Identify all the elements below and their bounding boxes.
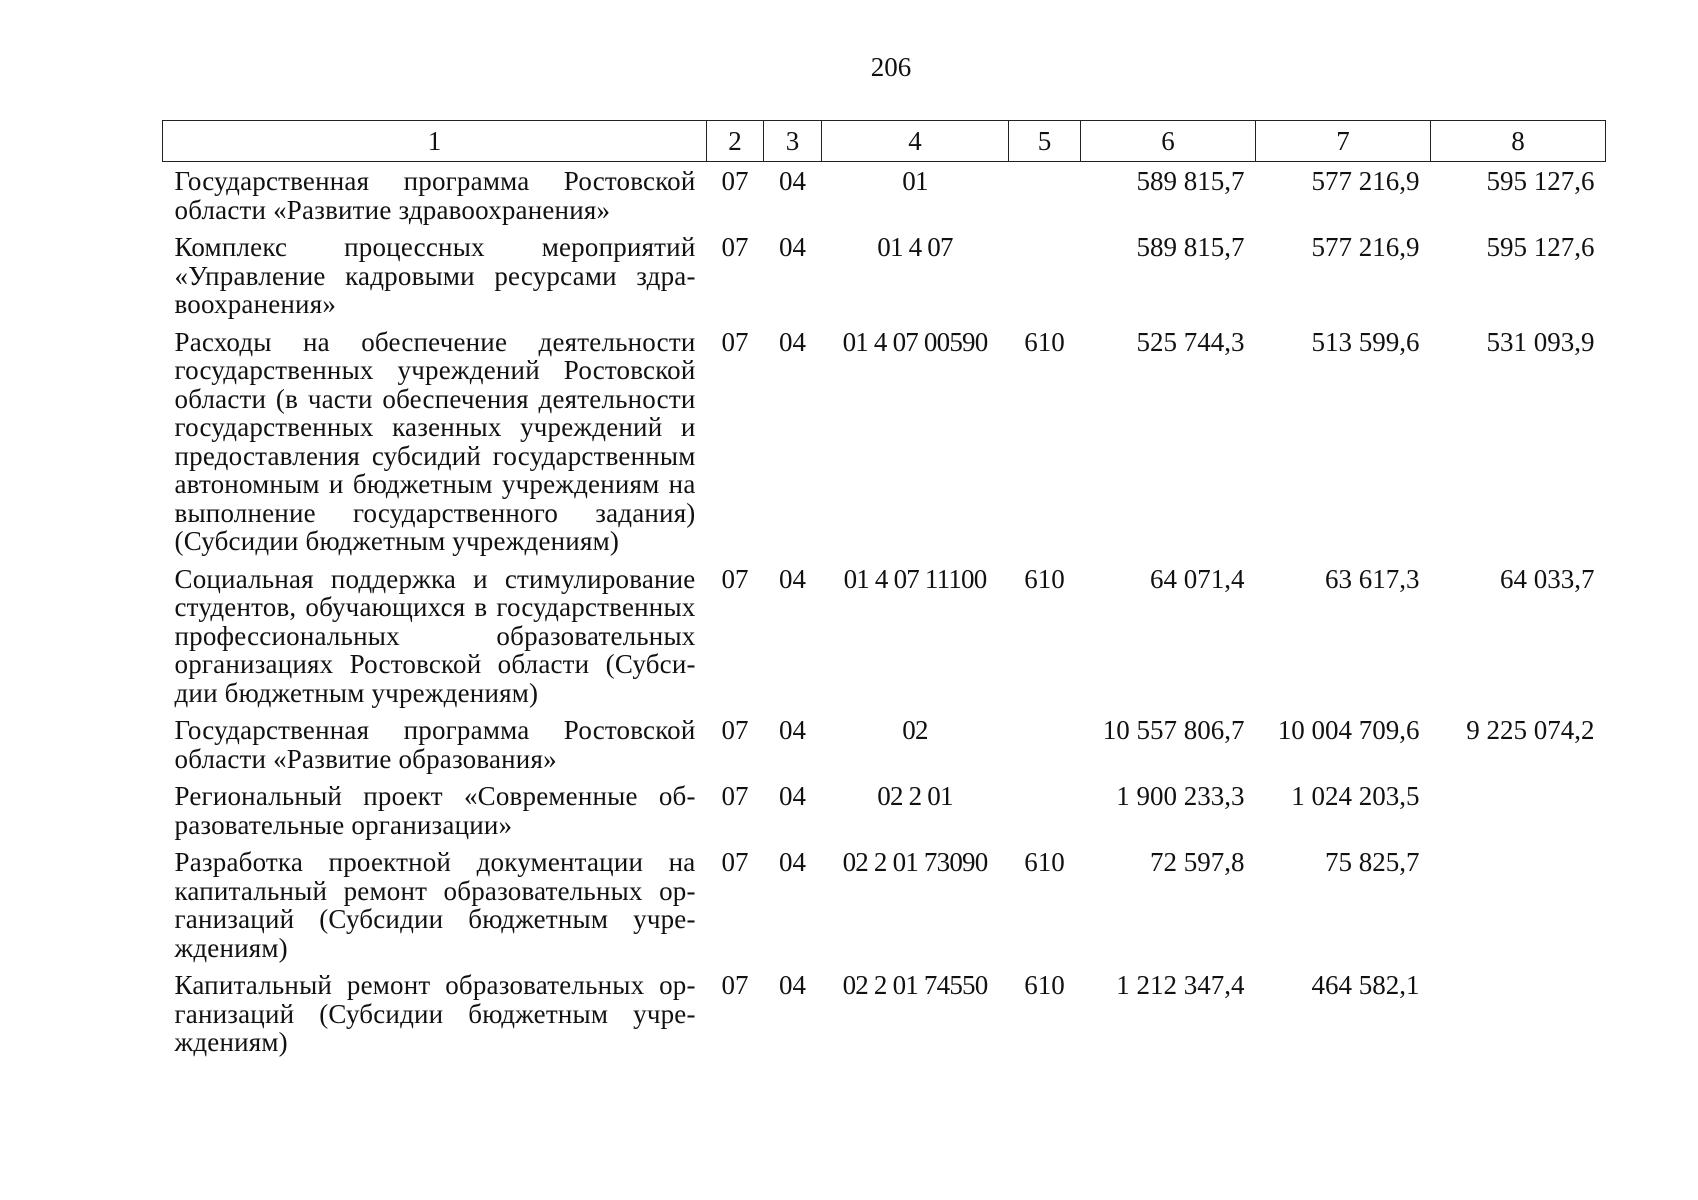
- subsection-code: 04: [779, 563, 806, 594]
- column-header: 2: [707, 121, 764, 162]
- subsection-code: 04: [779, 715, 806, 745]
- table-row: [163, 228, 1606, 323]
- row-name: Комплекс процессных мероприятий «Управление кадровыми ресурсами здравоохранения»: [174, 232, 696, 319]
- expense-type: [1009, 711, 1081, 777]
- section-code: 07: [721, 715, 749, 745]
- section-code: 07: [721, 166, 749, 196]
- target-code: 01: [902, 166, 928, 196]
- section-code: 07: [721, 847, 749, 877]
- target-code: 01 4 07: [877, 232, 953, 262]
- table-row: [163, 711, 1606, 777]
- amount-col-6: 10 557 806,7: [1102, 715, 1245, 745]
- amount-col-7: 513 599,6: [1311, 326, 1420, 357]
- amount-col-7: 464 582,1: [1311, 970, 1420, 1000]
- expense-type: 610: [1024, 563, 1065, 594]
- target-code: 02 2 01 73090: [842, 847, 988, 877]
- amount-col-7: 577 216,9: [1311, 232, 1420, 262]
- table-row: [163, 966, 1606, 1061]
- budget-table: [162, 120, 1606, 1061]
- expense-type: [1009, 228, 1081, 323]
- row-name: Расходы на обеспечение деятельности государственных учреждений Ростовской области (в части обеспечения деятельности государственных казенных учреждений и предоставления субсидий государственным автономным и бюджетным учреждениям на выполнение государственного задания) (Субсидии бюджетным учреждениям): [174, 326, 696, 556]
- amount-col-8: 595 127,6: [1486, 166, 1595, 196]
- expense-type: 610: [1024, 326, 1065, 357]
- row-name: Государственная программа Ростовской области «Развитие образования»: [174, 715, 696, 774]
- table-row: [163, 843, 1606, 966]
- subsection-code: 04: [779, 970, 806, 1000]
- subsection-code: 04: [779, 326, 806, 357]
- amount-col-7: 1 024 203,5: [1291, 781, 1420, 811]
- section-code: 07: [721, 781, 749, 811]
- subsection-code: 04: [779, 166, 806, 196]
- subsection-code: 04: [779, 781, 806, 811]
- section-code: 07: [721, 326, 749, 357]
- column-header: 4: [822, 121, 1009, 162]
- amount-col-7: 63 617,3: [1325, 563, 1420, 594]
- amount-col-8: [1431, 843, 1606, 966]
- amount-col-8: [1431, 777, 1606, 843]
- column-header: 6: [1081, 121, 1256, 162]
- table-row: [163, 560, 1606, 712]
- target-code: 02 2 01 74550: [842, 970, 988, 1000]
- subsection-code: 04: [779, 847, 806, 877]
- expense-type: [1009, 162, 1081, 229]
- amount-col-6: 1 212 347,4: [1116, 970, 1245, 1000]
- amount-col-7: 577 216,9: [1311, 166, 1420, 196]
- row-name: Социальная поддержка и стимулирование студентов, обучающихся в государственных профессиональных образовательных организациях Ростовской области (Субсидии бюджетным учреждениям): [174, 563, 696, 708]
- column-header: 5: [1009, 121, 1081, 162]
- amount-col-8: 595 127,6: [1486, 232, 1595, 262]
- expense-type: 610: [1024, 970, 1065, 1000]
- amount-col-8: [1431, 966, 1606, 1061]
- amount-col-6: 525 744,3: [1136, 326, 1245, 357]
- section-code: 07: [721, 970, 749, 1000]
- column-header: 7: [1256, 121, 1431, 162]
- amount-col-7: 10 004 709,6: [1277, 715, 1420, 745]
- amount-col-6: 72 597,8: [1150, 847, 1245, 877]
- target-code: 01 4 07 00590: [842, 326, 988, 357]
- row-name: Разработка проектной документации на капитальный ремонт образовательных организаций (Субсидии бюджетным учреждениям): [174, 847, 696, 963]
- expense-type: [1009, 777, 1081, 843]
- row-name: Капитальный ремонт образовательных организаций (Субсидии бюджетным учреждениям): [174, 970, 696, 1057]
- amount-col-6: 589 815,7: [1136, 232, 1245, 262]
- target-code: 01 4 07 11100: [843, 563, 987, 594]
- subsection-code: 04: [779, 232, 806, 262]
- amount-col-8: 64 033,7: [1500, 563, 1595, 594]
- table-row: [163, 777, 1606, 843]
- expense-type: 610: [1024, 847, 1065, 877]
- target-code: 02: [902, 715, 928, 745]
- amount-col-8: 531 093,9: [1486, 326, 1595, 357]
- amount-col-7: 75 825,7: [1325, 847, 1420, 877]
- column-header: 3: [764, 121, 822, 162]
- amount-col-6: 1 900 233,3: [1116, 781, 1245, 811]
- table-row: [163, 323, 1606, 560]
- amount-col-6: 589 815,7: [1136, 166, 1245, 196]
- amount-col-6: 64 071,4: [1150, 563, 1245, 594]
- header-row: [163, 121, 1606, 162]
- page-number: 206: [870, 52, 912, 82]
- row-name: Региональный проект «Современные образовательные организации»: [174, 781, 696, 840]
- section-code: 07: [721, 563, 749, 594]
- section-code: 07: [721, 232, 749, 262]
- target-code: 02 2 01: [877, 781, 953, 811]
- amount-col-8: 9 225 074,2: [1466, 715, 1595, 745]
- row-name: Государственная программа Ростовской области «Развитие здравоохранения»: [174, 166, 696, 225]
- column-header: 8: [1431, 121, 1606, 162]
- table-row: [163, 162, 1606, 229]
- column-header: 1: [163, 121, 707, 162]
